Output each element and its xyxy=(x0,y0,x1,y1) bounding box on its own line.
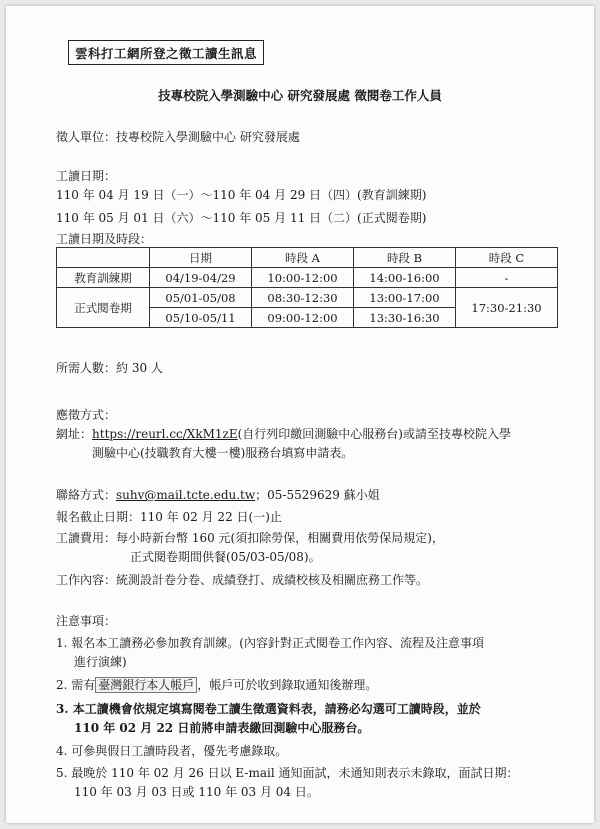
table-cell: 14:00-16:00 xyxy=(354,268,456,288)
note-number: 3. xyxy=(56,702,69,716)
note-item xyxy=(56,676,377,693)
table-cell: 04/19-04/29 xyxy=(150,268,252,288)
table-header: 時段 B xyxy=(354,248,456,268)
apply-title: 應徵方式： xyxy=(56,408,117,422)
table-header: 時段 C xyxy=(456,248,558,268)
note-number: 4. xyxy=(56,744,68,758)
apply-url-line xyxy=(56,425,511,442)
table-cell: 05/10-05/11 xyxy=(150,308,252,328)
note-item-cont: 110 年 03 月 03 日或 110 年 03 月 04 日。 xyxy=(74,785,319,799)
fee-line2: 正式閱卷期間供餐(05/03-05/08)。 xyxy=(130,550,321,564)
row-label-formal: 正式閱卷期 xyxy=(57,288,150,328)
note-item xyxy=(56,700,481,717)
note-item xyxy=(56,742,287,759)
note-highlight: 臺灣銀行本人帳戶 xyxy=(95,677,197,693)
fee-line1: 工讀費用：每小時新台幣 160 元(須扣除勞保，相關費用依勞保局規定)， xyxy=(56,531,444,545)
note-text: 本工讀機會依規定填寫閱卷工讀生徵選資料表，請務必勾選可工讀時段，並於 xyxy=(72,702,481,716)
table-cell: 09:00-12:00 xyxy=(252,308,354,328)
table-row xyxy=(57,288,558,308)
table-cell: - xyxy=(456,268,558,288)
table-header-blank xyxy=(57,248,150,268)
note-text-pre: 需有 xyxy=(71,678,96,692)
apply-link[interactable]: https://reurl.cc/XkM1zE xyxy=(92,427,238,441)
note-number: 5. xyxy=(56,766,68,780)
work-content: 工作內容：統測設計卷分卷、成績登打、成績校核及相關庶務工作等。 xyxy=(56,573,429,587)
note-text-post: ，帳戶可於收到錄取通知後辦理。 xyxy=(197,678,378,692)
job-heading: 技專校院入學測驗中心 研究發展處 徵閱卷工作人員 xyxy=(158,88,442,103)
note-item xyxy=(56,634,484,651)
table-header-row xyxy=(57,248,558,268)
contact-email-link[interactable]: suhv@mail.tcte.edu.tw xyxy=(116,488,256,502)
hiring-unit: 徵人單位：技專校院入學測驗中心 研究發展處 xyxy=(56,130,300,144)
contact-line xyxy=(56,486,380,503)
table-label: 工讀日期及時段： xyxy=(56,232,153,246)
table-row xyxy=(57,268,558,288)
apply-url-line2: 測驗中心(技職教育大樓一樓)服務台填寫申請表。 xyxy=(92,446,354,460)
table-cell: 13:30-16:30 xyxy=(354,308,456,328)
table-header: 日期 xyxy=(150,248,252,268)
table-cell: 08:30-12:30 xyxy=(252,288,354,308)
headcount: 所需人數：約 30 人 xyxy=(56,361,163,375)
row-label-training: 教育訓練期 xyxy=(57,268,150,288)
table-cell: 05/01-05/08 xyxy=(150,288,252,308)
contact-prefix: 聯絡方式： xyxy=(56,488,117,502)
table-cell: 10:00-12:00 xyxy=(252,268,354,288)
note-item-cont: 110 年 02 月 22 日前將申請表繳回測驗中心服務台。 xyxy=(74,721,370,735)
source-box-title: 雲科打工網所登之徵工讀生訊息 xyxy=(68,40,264,65)
note-item-cont: 進行演練) xyxy=(74,655,127,669)
note-item xyxy=(56,764,519,781)
schedule-table xyxy=(56,247,558,328)
contact-suffix: ；05-5529629 蘇小姐 xyxy=(255,488,380,502)
table-cell: 13:00-17:00 xyxy=(354,288,456,308)
date-range-formal: 110 年 05 月 01 日（六）～110 年 05 月 11 日（二）(正式閱卷期) xyxy=(56,211,427,225)
note-text: 報名本工讀務必參加教育訓練。(內容針對正式閱卷工作內容、流程及注意事項 xyxy=(71,636,484,650)
url-prefix: 網址： xyxy=(56,427,93,441)
deadline: 報名截止日期：110 年 02 月 22 日(一)止 xyxy=(56,510,282,524)
notes-title: 注意事項： xyxy=(56,614,117,628)
date-range-training: 110 年 04 月 19 日（一）～110 年 04 月 29 日（四）(教育訓練期) xyxy=(56,188,427,202)
note-text: 可參與假日工讀時段者，優先考慮錄取。 xyxy=(71,744,288,758)
table-cell: 17:30-21:30 xyxy=(456,288,558,328)
note-number: 2. xyxy=(56,678,68,692)
note-number: 1. xyxy=(56,636,68,650)
table-header: 時段 A xyxy=(252,248,354,268)
note-text: 最晚於 110 年 02 月 26 日以 E-mail 通知面試，未通知則表示未錄取，面試日期： xyxy=(71,766,519,780)
url-suffix: (自行列印繳回測驗中心服務台)或請至技專校院入學 xyxy=(237,427,511,441)
dates-label: 工讀日期： xyxy=(56,169,117,183)
document-page xyxy=(6,6,594,823)
